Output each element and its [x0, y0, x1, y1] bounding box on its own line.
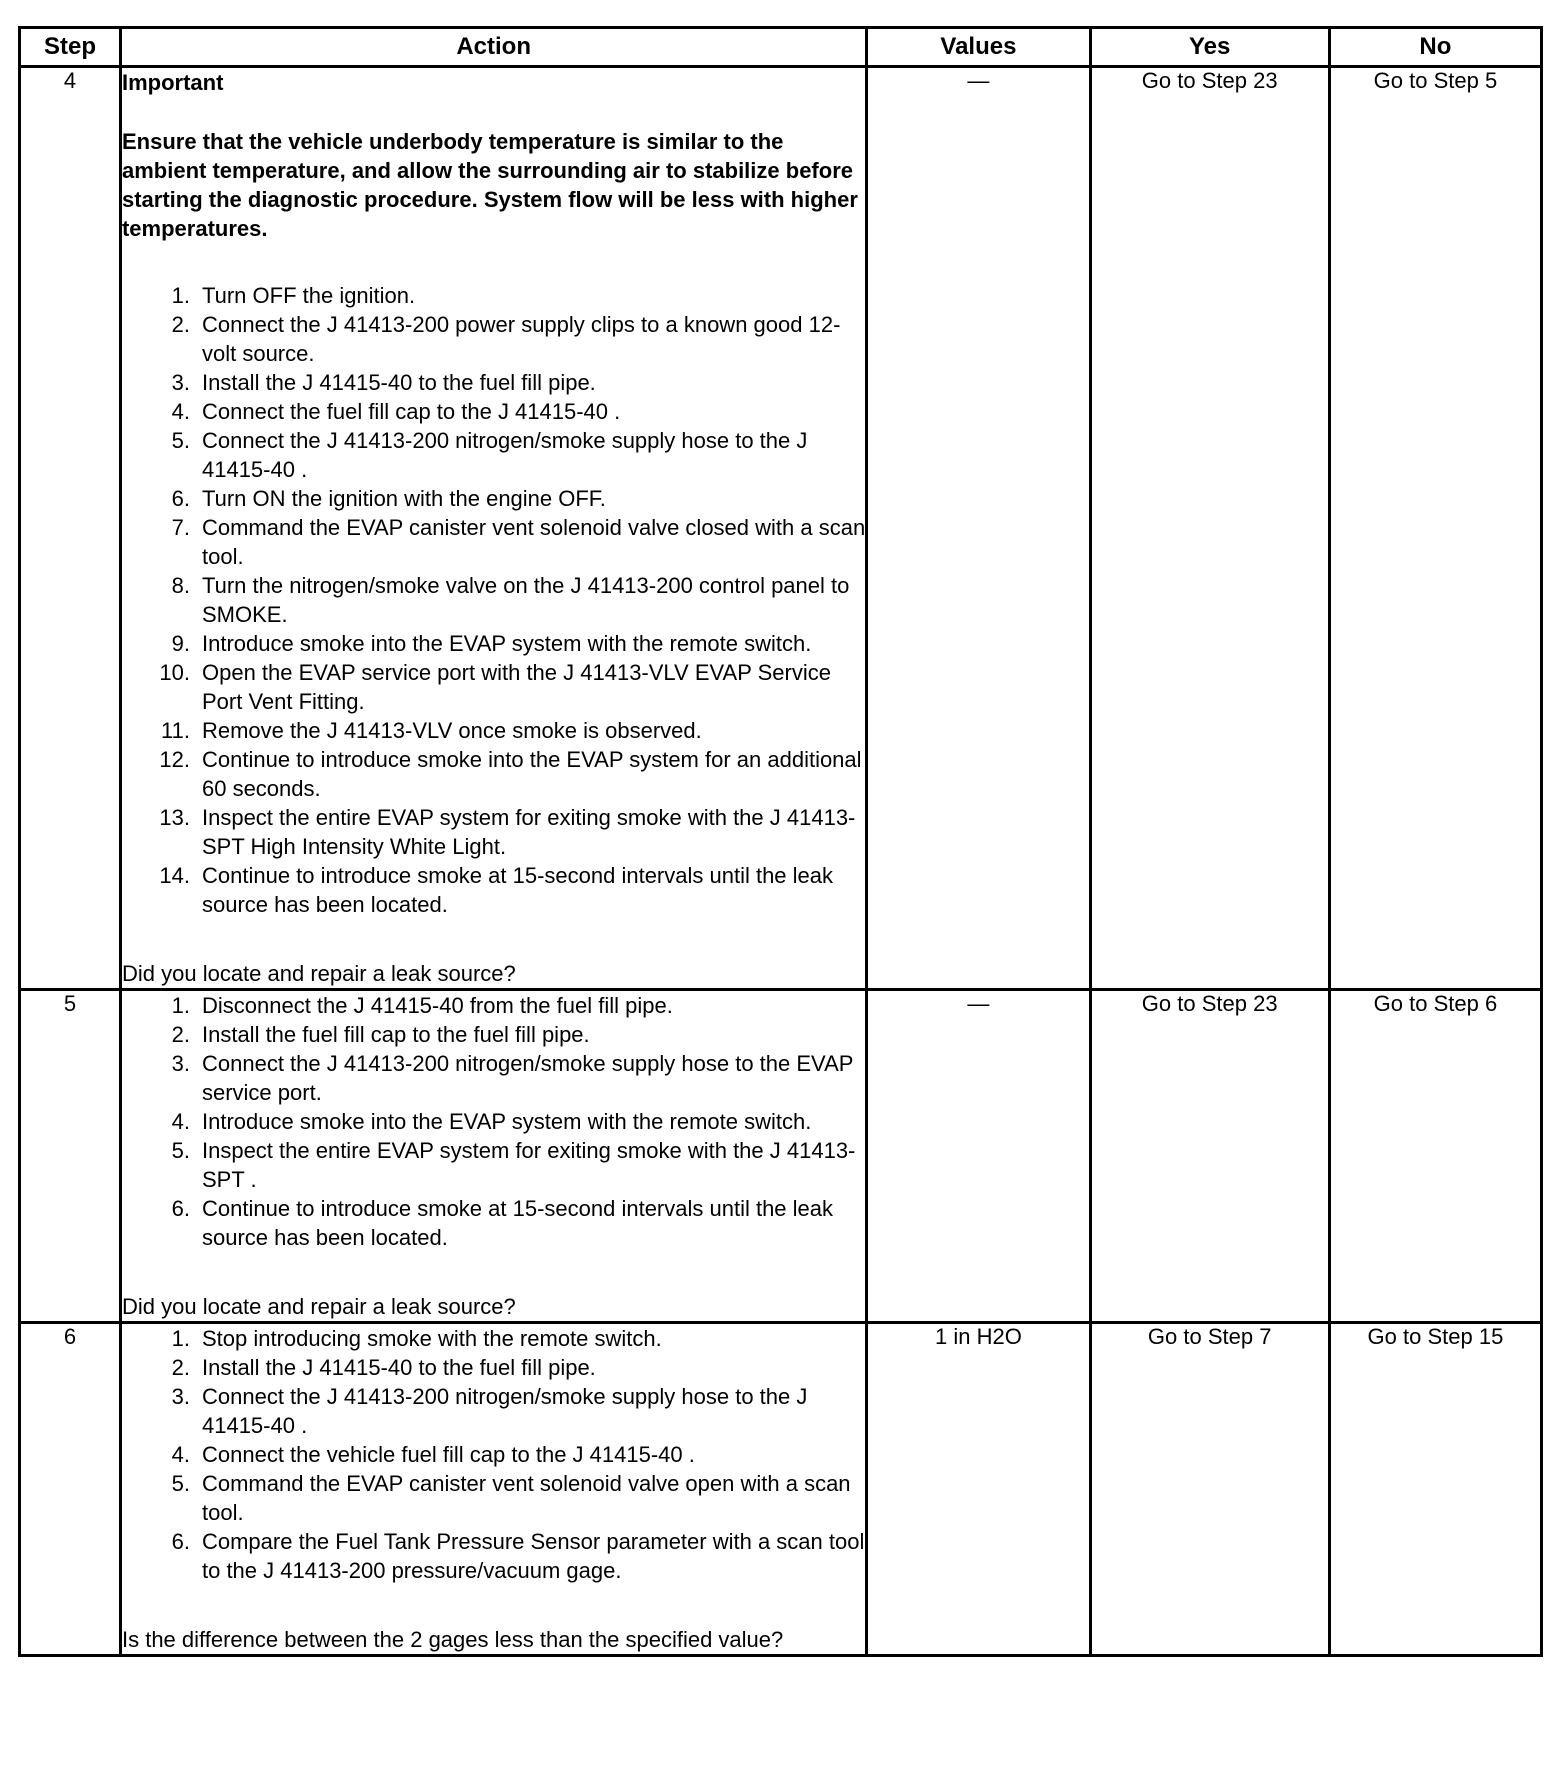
step-number: 6: [20, 1323, 121, 1656]
list-item: [122, 1324, 865, 1353]
list-item: [122, 1020, 865, 1049]
item-number: 6.: [171, 486, 190, 511]
list-item: [122, 1136, 865, 1194]
item-number: 3.: [171, 1051, 190, 1076]
list-item: [122, 716, 865, 745]
item-text: Connect the J 41413-200 power supply clips to a known good 12-volt source.: [201, 312, 841, 366]
item-text: Turn the nitrogen/smoke valve on the J 41413-200 control panel to SMOKE.: [201, 573, 850, 627]
item-text: Turn OFF the ignition.: [201, 283, 416, 308]
header-values: Values: [867, 28, 1090, 67]
list-item: [122, 1469, 865, 1527]
question-text: Did you locate and repair a leak source?: [121, 961, 516, 986]
list-item: [122, 1107, 865, 1136]
item-number: 6.: [171, 1196, 190, 1221]
step-number: 4: [20, 67, 121, 990]
yes-cell: Go to Step 23: [1090, 990, 1329, 1323]
header-step: Step: [20, 28, 121, 67]
list-item: [122, 310, 865, 368]
item-number: 4.: [171, 399, 190, 424]
header-action: Action: [120, 28, 866, 67]
list-item: [122, 368, 865, 397]
list-item: [122, 991, 865, 1020]
yes-cell: Go to Step 7: [1090, 1323, 1329, 1656]
no-cell: Go to Step 5: [1329, 67, 1541, 990]
important-label: Important: [121, 70, 224, 95]
item-text: Connect the vehicle fuel fill cap to the J 41415-40 .: [201, 1442, 695, 1467]
item-text: Introduce smoke into the EVAP system with the remote switch.: [201, 631, 812, 656]
item-text: Inspect the entire EVAP system for exiting smoke with the J 41413-SPT High Intensity White Light.: [201, 805, 856, 859]
item-number: 13.: [159, 805, 190, 830]
list-item: [122, 745, 865, 803]
item-number: 12.: [159, 747, 190, 772]
list-item: [122, 1440, 865, 1469]
list-item: [122, 861, 865, 919]
list-item: [122, 1382, 865, 1440]
item-number: 2.: [171, 312, 190, 337]
item-text: Connect the J 41413-200 nitrogen/smoke supply hose to the J 41415-40 .: [201, 1384, 808, 1438]
item-number: 2.: [171, 1022, 190, 1047]
question-text: Is the difference between the 2 gages less than the specified value?: [121, 1627, 784, 1652]
item-number: 5.: [171, 1471, 190, 1496]
item-text: Introduce smoke into the EVAP system with the remote switch.: [201, 1109, 812, 1134]
table-row-step-5: [20, 990, 1542, 1323]
item-text: Stop introducing smoke with the remote switch.: [201, 1326, 662, 1351]
instruction-list: [122, 991, 865, 1252]
step-number: 5: [20, 990, 121, 1323]
item-text: Install the fuel fill cap to the fuel fill pipe.: [201, 1022, 590, 1047]
item-text: Remove the J 41413-VLV once smoke is observed.: [201, 718, 702, 743]
list-item: [122, 803, 865, 861]
item-text: Disconnect the J 41415-40 from the fuel fill pipe.: [201, 993, 673, 1018]
item-number: 7.: [171, 515, 190, 540]
table-row-step-4: [20, 67, 1542, 990]
item-number: 1.: [171, 1326, 190, 1351]
action-cell: [120, 1323, 866, 1656]
list-item: [122, 281, 865, 310]
header-row: [20, 28, 1542, 67]
item-text: Command the EVAP canister vent solenoid valve open with a scan tool.: [201, 1471, 851, 1525]
instruction-list: [122, 1324, 865, 1585]
list-item: [122, 1049, 865, 1107]
header-no: No: [1329, 28, 1541, 67]
diagnostic-table: [18, 26, 1543, 1657]
list-item: [122, 426, 865, 484]
list-item: [122, 1353, 865, 1382]
action-cell: [120, 990, 866, 1323]
item-text: Turn ON the ignition with the engine OFF.: [201, 486, 606, 511]
item-text: Install the J 41415-40 to the fuel fill pipe.: [201, 1355, 596, 1380]
table-row-step-6: [20, 1323, 1542, 1656]
item-number: 3.: [171, 1384, 190, 1409]
item-number: 1.: [171, 283, 190, 308]
item-number: 9.: [171, 631, 190, 656]
list-item: [122, 1527, 865, 1585]
no-cell: Go to Step 6: [1329, 990, 1541, 1323]
item-text: Connect the fuel fill cap to the J 41415-40 .: [201, 399, 621, 424]
action-cell: [120, 67, 866, 990]
item-text: Continue to introduce smoke at 15-second intervals until the leak source has been located.: [201, 1196, 834, 1250]
item-number: 14.: [159, 863, 190, 888]
item-text: Continue to introduce smoke at 15-second intervals until the leak source has been located.: [201, 863, 834, 917]
important-text: Ensure that the vehicle underbody temperature is similar to the ambient temperature, and allow the surrounding air to stabilize before starting the diagnostic procedure. System flow will be less with higher temperatures.: [121, 129, 858, 241]
item-text: Continue to introduce smoke into the EVAP system for an additional 60 seconds.: [201, 747, 862, 801]
item-text: Compare the Fuel Tank Pressure Sensor parameter with a scan tool to the J 41413-200 pressure/vacuum gage.: [201, 1529, 865, 1583]
item-number: 5.: [171, 1138, 190, 1163]
item-number: 3.: [171, 370, 190, 395]
question-text: Did you locate and repair a leak source?: [121, 1294, 516, 1319]
instruction-list: [122, 281, 865, 919]
list-item: [122, 571, 865, 629]
list-item: [122, 658, 865, 716]
list-item: [122, 513, 865, 571]
item-number: 10.: [159, 660, 190, 685]
header-yes: Yes: [1090, 28, 1329, 67]
item-text: Connect the J 41413-200 nitrogen/smoke supply hose to the J 41415-40 .: [201, 428, 808, 482]
values-cell: —: [867, 990, 1090, 1323]
list-item: [122, 484, 865, 513]
item-text: Open the EVAP service port with the J 41413-VLV EVAP Service Port Vent Fitting.: [201, 660, 831, 714]
yes-cell: Go to Step 23: [1090, 67, 1329, 990]
item-text: Connect the J 41413-200 nitrogen/smoke supply hose to the EVAP service port.: [201, 1051, 854, 1105]
list-item: [122, 1194, 865, 1252]
values-cell: 1 in H2O: [867, 1323, 1090, 1656]
item-number: 11.: [161, 718, 190, 743]
item-number: 1.: [171, 993, 190, 1018]
list-item: [122, 629, 865, 658]
no-cell: Go to Step 15: [1329, 1323, 1541, 1656]
item-text: Command the EVAP canister vent solenoid valve closed with a scan tool.: [201, 515, 866, 569]
item-number: 4.: [171, 1109, 190, 1134]
values-cell: —: [867, 67, 1090, 990]
item-text: Install the J 41415-40 to the fuel fill pipe.: [201, 370, 596, 395]
item-number: 5.: [171, 428, 190, 453]
item-text: Inspect the entire EVAP system for exiting smoke with the J 41413-SPT .: [201, 1138, 856, 1192]
item-number: 8.: [171, 573, 190, 598]
item-number: 4.: [171, 1442, 190, 1467]
item-number: 6.: [171, 1529, 190, 1554]
list-item: [122, 397, 865, 426]
item-number: 2.: [171, 1355, 190, 1380]
